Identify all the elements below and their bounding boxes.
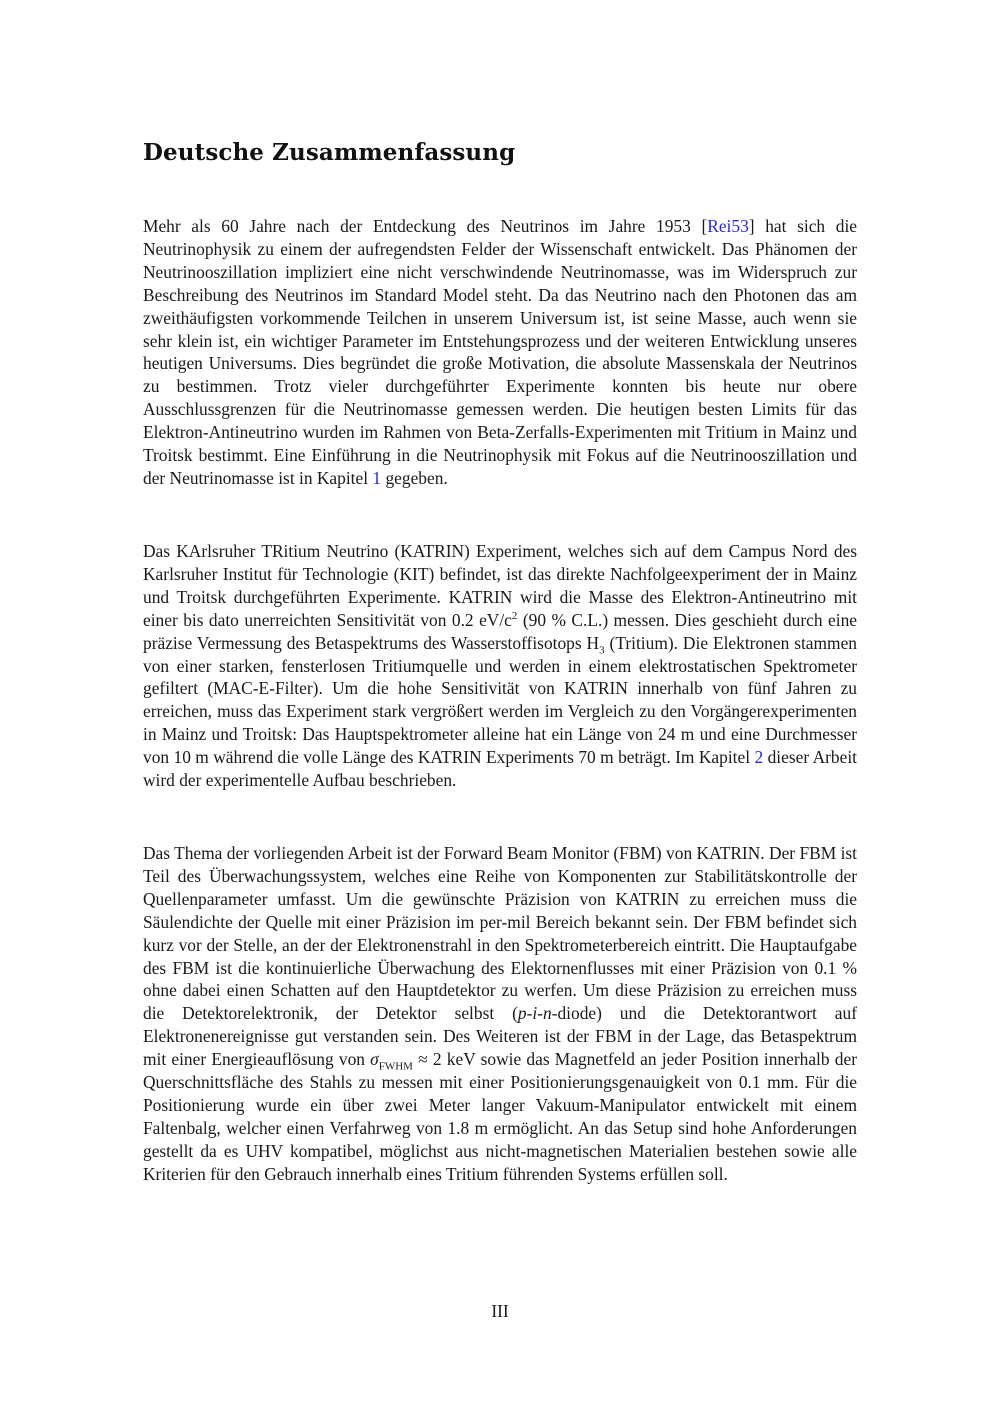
paragraph-3-text-a: Das Thema der vorliegenden Arbeit ist der Forward Beam Monitor (FBM) von KATRIN. Der FBM ist Teil des Überwachungssystem, welches eine Reihe von Komponenten zur Stabilitätskontrolle der Quellenparameter umfasst. Um die gewünschte Präzision von KATRIN zu erreichen muss die Säulendichte der Quelle mit einer Präzision im per-mil Bereich bekannt sein. Der FBM befindet sich kurz vor der Stelle, an der der Elektronenstrahl in den Spektrometerbereich eintritt. Die Hauptaufgabe des FBM ist die kontinuierliche Überwachung des Elektornenflusses mit einer Präzision von 0.1 % ohne dabei einen Schatten auf den Hauptdetektor zu werfen. Um diese Präzision zu erreichen muss die Detektorelektronik, der Detektor selbst ( [143, 843, 857, 1024]
paragraph-2-text-c: (Tritium). Die Elektronen stammen von einer starken, fensterlosen Tritiumquelle und werden in einem elektrostatischen Spektrometer gefiltert (MAC-E-Filter). Um die hohe Sensitivität von KATRIN innerhalb von fünf Jahren zu erreichen, muss das Experiment stark vergrößert werden im Vergleich zu den Vorgängerexperimenten in Mainz und Troitsk: Das Hauptspektrometer alleine hat ein Länge von 24 m und eine Durchmesser von 10 m während die volle Länge des KATRIN Experiments 70 m beträgt. Im Kapitel [143, 632, 857, 768]
paragraph-3-text-c: ≈ 2 keV sowie das Magnetfeld an jeder Position innerhalb der Querschnittsfläche des Stahls zu messen mit einer Positionierungsgenauigkeit von 0.1 mm. Für die Positionierung wurde ein über zwei Meter langer Vakuum-Manipulator entwickelt mit einem Faltenbalg, welcher einen Verfahrweg von 1.8 m ermöglicht. An das Setup sind hohe Anforderungen gestellt da es UHV kompatibel, möglichst aus nicht-magnetischen Materialien bestehen sowie alle Kriterien für den Gebrauch innerhalb eines Tritium führenden Systems erfüllen soll. [143, 1049, 857, 1184]
superscript-2: 2 [511, 609, 518, 622]
pin-diode-italic: p-i-n [517, 1003, 552, 1024]
sigma-subscript-fwhm: FWHM [378, 1060, 413, 1073]
paragraph-1 [143, 215, 857, 490]
paragraph-3-text-b: -diode) und die Detektorantwort auf Elektronenereignisse gut verstanden sein. Des Weiteren ist der FBM in der Lage, das Betaspektrum mit einer Energieauflösung von [143, 1003, 857, 1070]
page-number: III [491, 1301, 509, 1321]
chapter-link-2[interactable]: 2 [754, 747, 764, 768]
sigma-symbol: σ [370, 1049, 379, 1070]
citation-link-rei53[interactable]: Rei53 [707, 216, 749, 236]
paragraph-2 [143, 540, 857, 792]
paragraph-2-text-d: dieser Arbeit wird der experimentelle Aufbau beschrieben. [143, 747, 857, 791]
chapter-link-1[interactable]: 1 [372, 467, 382, 488]
section-heading: Deutsche Zusammenfassung [143, 139, 516, 166]
paragraph-1-text-c: gegeben. [381, 467, 448, 488]
paragraph-3 [143, 842, 857, 1186]
paragraph-2-text-a: Das KArlsruher TRitium Neutrino (KATRIN) Experiment, welches sich auf dem Campus Nord des Karlsruher Institut für Technologie (KIT) befindet, ist das direkte Nachfolgeexperiment der in Mainz und Troitsk durchgeführten Experimente. KATRIN wird die Masse des Elektron-Antineutrino mit einer bis dato unerreichten Sensitivität von 0.2 eV/c [143, 541, 857, 630]
paragraph-1-text-b: ] hat sich die Neutrinophysik zu einem der aufregendsten Felder der Wissenschaft entwickelt. Das Phänomen der Neutrinooszillation impliziert eine nicht verschwindende Neutrinomasse, was im Widerspruch zur Beschreibung des Neutrinos im Standard Model steht. Da das Neutrino nach den Photonen das am zweithäufigsten vorkommende Teilchen in unserem Universum ist, ist seine Masse, auch wenn sie sehr klein ist, ein wichtiger Parameter im Entstehungsprozess und der weiteren Entwicklung unseres heutigen Universums. Dies begründet die große Motivation, die absolute Massenskala der Neutrinos zu bestimmen. Trotz vieler durchgeführter Experimente konnten bis heute nur obere Ausschlussgrenzen für die Neutrinomasse gemessen werden. Die heutigen besten Limits für das Elektron-Antineutrino wurden im Rahmen von Beta-Zerfalls-Experimenten mit Tritium in Mainz und Troitsk bestimmt. Eine Einführung in die Neutrinophysik mit Fokus auf die Neutrinooszillation und der Neutrinomasse ist in Kapitel [143, 216, 857, 488]
subscript-3: 3 [599, 644, 605, 657]
paragraph-1-text-a: Mehr als 60 Jahre nach der Entdeckung des Neutrinos im Jahre 1953 [ [143, 216, 708, 236]
paragraph-2-text-b: (90 % C.L.) messen. Dies geschieht durch eine präzise Vermessung des Betaspektrums des Wasserstoffisotops H [143, 609, 857, 653]
